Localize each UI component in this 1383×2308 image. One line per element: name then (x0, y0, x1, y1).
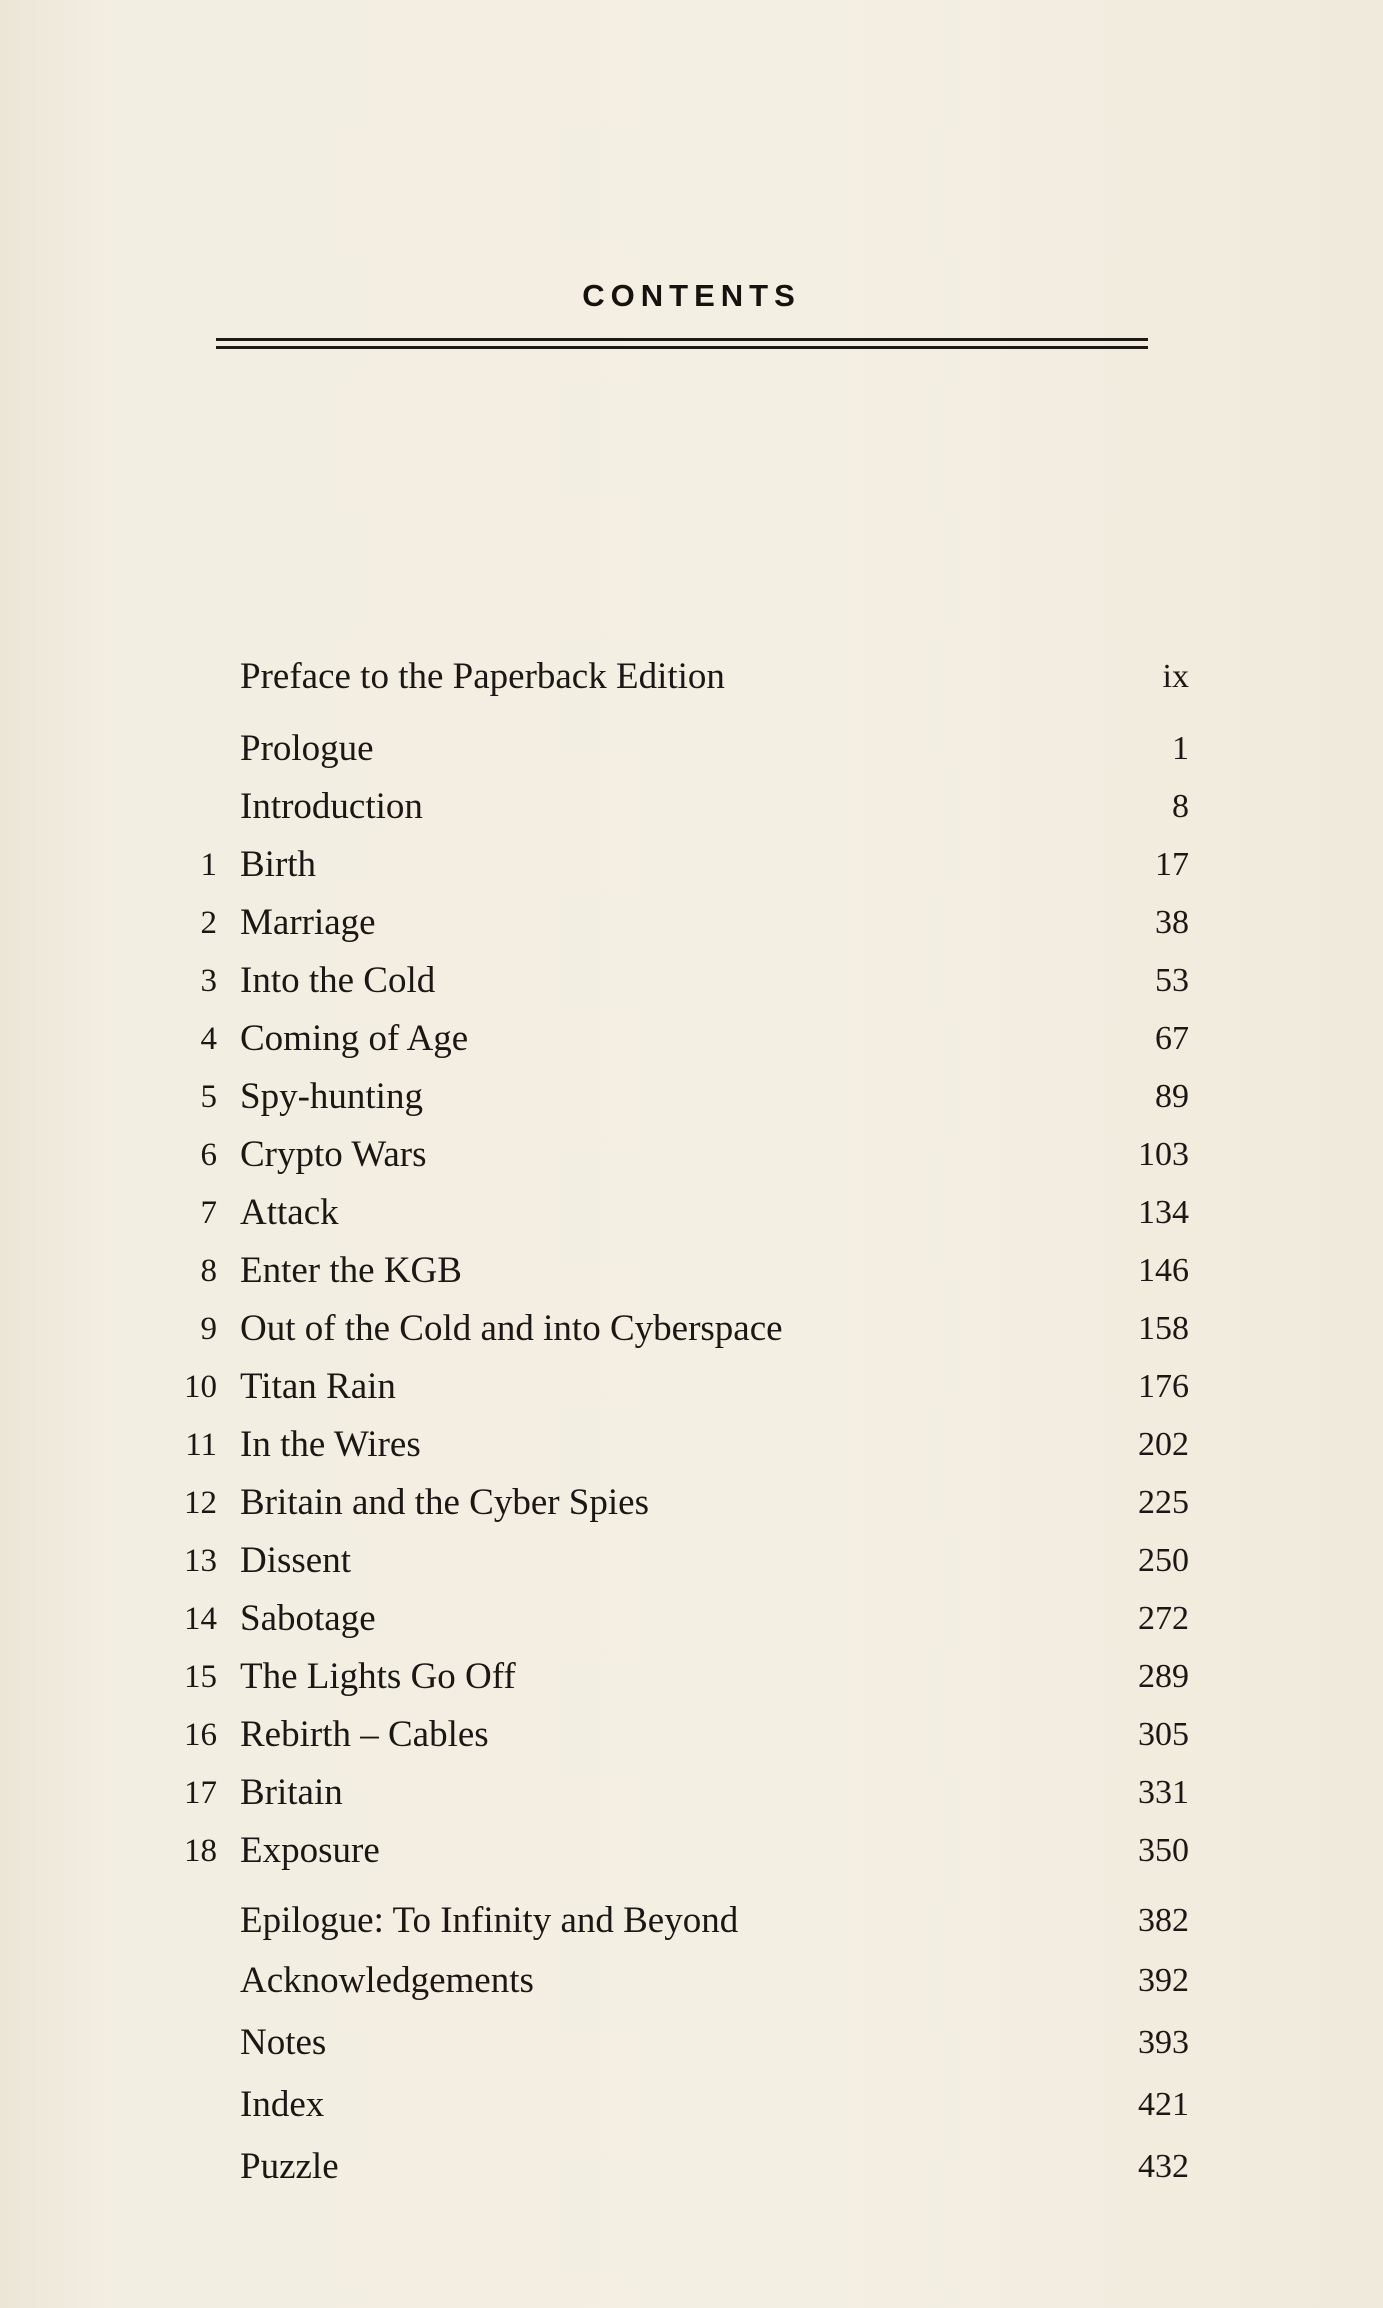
entry-title: Dissent (240, 1540, 351, 1581)
page-number: 146 (1138, 1252, 1189, 1289)
chapter-number: 13 (184, 1543, 217, 1579)
toc-entry (0, 1420, 1383, 1470)
chapter-number: 8 (200, 1253, 217, 1289)
entry-title: Enter the KGB (240, 1250, 462, 1291)
entry-title: Into the Cold (240, 960, 436, 1001)
page-number: 176 (1138, 1368, 1189, 1405)
page-number: 134 (1138, 1194, 1189, 1231)
entry-title: In the Wires (240, 1424, 421, 1465)
toc-entry (0, 1896, 1383, 1946)
chapter-number: 1 (200, 847, 217, 883)
page-number: 421 (1138, 2086, 1189, 2123)
toc-entry (0, 1362, 1383, 1412)
toc-entry (0, 2018, 1383, 2068)
page-number: ix (1162, 658, 1189, 695)
chapter-number: 18 (184, 1833, 217, 1869)
toc-entry (0, 1130, 1383, 1180)
toc-entry (0, 1826, 1383, 1876)
page-number: 158 (1138, 1310, 1189, 1347)
toc-entry (0, 1188, 1383, 1238)
entry-title: Crypto Wars (240, 1134, 427, 1175)
toc-entry (0, 1594, 1383, 1644)
chapter-number: 16 (184, 1717, 217, 1753)
toc-entry (0, 898, 1383, 948)
entry-title: Out of the Cold and into Cyberspace (240, 1308, 783, 1349)
page-number: 1 (1172, 730, 1189, 767)
toc-entry (0, 1304, 1383, 1354)
entry-title: Marriage (240, 902, 376, 943)
entry-title: Introduction (240, 786, 423, 827)
chapter-number: 10 (184, 1369, 217, 1405)
entry-title: Acknowledgements (240, 1960, 534, 2001)
toc-entry (0, 1536, 1383, 1586)
entry-title: Notes (240, 2022, 327, 2063)
chapter-number: 7 (200, 1195, 217, 1231)
toc-entry (0, 1246, 1383, 1296)
page-number: 432 (1138, 2148, 1189, 2185)
page-number: 392 (1138, 1962, 1189, 1999)
entry-title: Exposure (240, 1830, 380, 1871)
entry-title: Attack (240, 1192, 339, 1233)
chapter-number: 14 (184, 1601, 217, 1637)
toc-entry (0, 2142, 1383, 2192)
page-number: 393 (1138, 2024, 1189, 2061)
chapter-number: 3 (200, 963, 217, 999)
chapter-number: 6 (200, 1137, 217, 1173)
chapter-number: 15 (184, 1659, 217, 1695)
toc-entry (0, 1956, 1383, 2006)
page-number: 331 (1138, 1774, 1189, 1811)
page-number: 103 (1138, 1136, 1189, 1173)
toc-entry (0, 1478, 1383, 1528)
toc-entry (0, 1014, 1383, 1064)
page-number: 250 (1138, 1542, 1189, 1579)
toc-entry (0, 1710, 1383, 1760)
page-number: 272 (1138, 1600, 1189, 1637)
toc-entry (0, 1072, 1383, 1122)
toc-entry (0, 2080, 1383, 2130)
entry-title: Preface to the Paperback Edition (240, 656, 725, 697)
page-number: 305 (1138, 1716, 1189, 1753)
entry-title: Birth (240, 844, 317, 885)
page-number: 17 (1155, 846, 1189, 883)
page-number: 53 (1155, 962, 1189, 999)
entry-title: Britain and the Cyber Spies (240, 1482, 649, 1523)
entry-title: Coming of Age (240, 1018, 469, 1059)
chapter-number: 12 (184, 1485, 217, 1521)
chapter-number: 11 (185, 1427, 217, 1463)
toc-entry (0, 652, 1383, 702)
page-number: 38 (1155, 904, 1189, 941)
entry-title: Spy-hunting (240, 1076, 423, 1117)
contents-heading: CONTENTS (582, 278, 801, 313)
entry-title: The Lights Go Off (240, 1656, 516, 1697)
chapter-number: 4 (200, 1021, 217, 1057)
toc-entry (0, 1652, 1383, 1702)
entry-title: Sabotage (240, 1598, 376, 1639)
entry-title: Epilogue: To Infinity and Beyond (240, 1900, 739, 1941)
chapter-number: 17 (184, 1775, 217, 1811)
page-number: 382 (1138, 1902, 1189, 1939)
entry-title: Index (240, 2084, 325, 2125)
page-number: 89 (1155, 1078, 1189, 1115)
toc-entry (0, 840, 1383, 890)
chapter-number: 2 (200, 905, 217, 941)
page-number: 350 (1138, 1832, 1189, 1869)
chapter-number: 5 (200, 1079, 217, 1115)
page-number: 67 (1155, 1020, 1189, 1057)
entry-title: Rebirth – Cables (240, 1714, 489, 1755)
page-number: 225 (1138, 1484, 1189, 1521)
entry-title: Britain (240, 1772, 343, 1813)
toc-entry (0, 782, 1383, 832)
toc-entry (0, 724, 1383, 774)
toc-entry (0, 1768, 1383, 1818)
entry-title: Prologue (240, 728, 374, 769)
entry-title: Puzzle (240, 2146, 339, 2187)
chapter-number: 9 (200, 1311, 217, 1347)
page-number: 8 (1172, 788, 1189, 825)
toc-entry (0, 956, 1383, 1006)
page-number: 289 (1138, 1658, 1189, 1695)
page-number: 202 (1138, 1426, 1189, 1463)
entry-title: Titan Rain (240, 1366, 396, 1407)
